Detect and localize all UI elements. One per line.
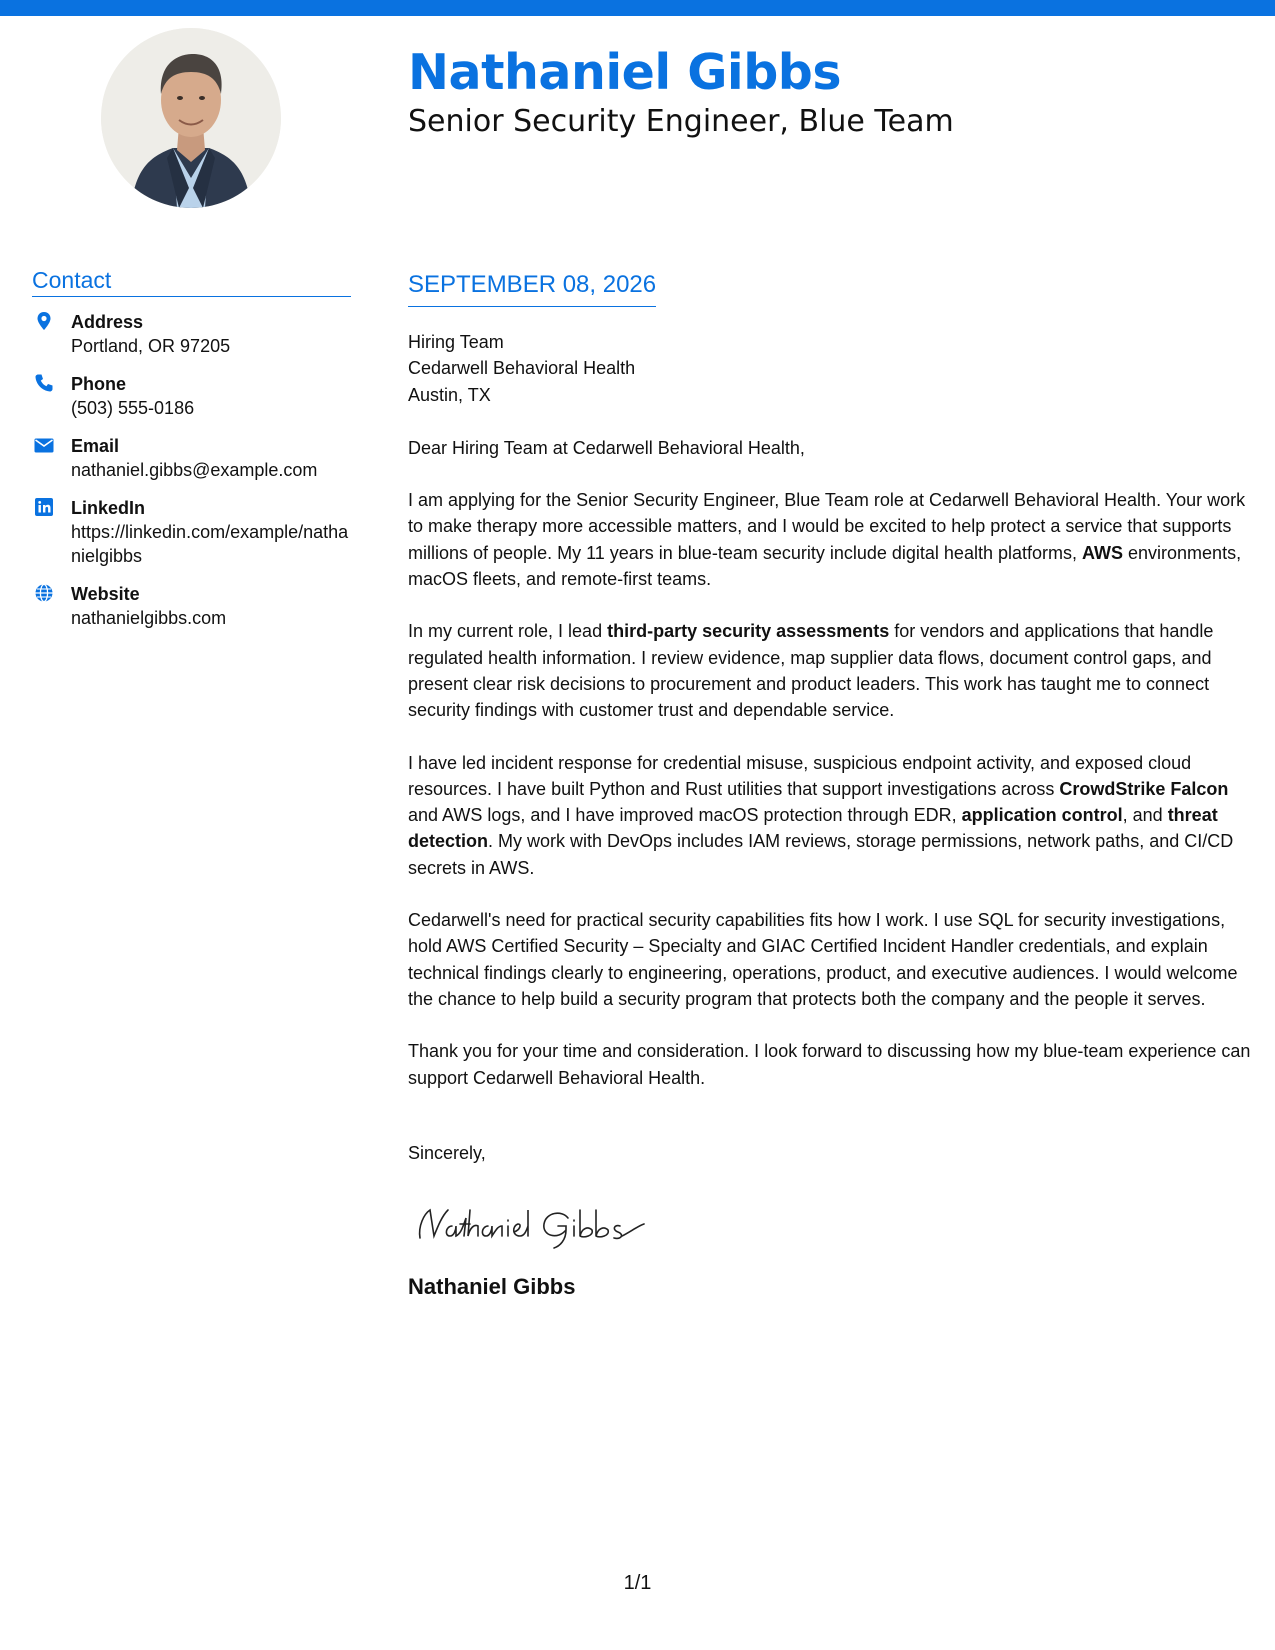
body-paragraph [408, 487, 1253, 592]
paragraph-text: for vendors and applications that handle regulated health information. I review evidence, map supplier data flows, document control gaps, and present clear risk decisions to procurement and product leaders. This work has taught me to connect security findings with customer trust and dependable service. [408, 621, 1214, 721]
letter-body [408, 329, 1253, 1300]
contact-label: Address [71, 312, 144, 332]
contact-label: Phone [71, 374, 127, 394]
paragraph-text: . My work with DevOps includes IAM reviews, storage permissions, network paths, and CI/CD secrets in AWS. [408, 831, 1234, 878]
paragraph-text: , and [1122, 805, 1168, 826]
body-paragraph [408, 750, 1253, 881]
body-paragraph [408, 907, 1253, 1012]
globe-icon [34, 583, 54, 603]
recipient-block [408, 329, 1253, 408]
paragraph-text: and AWS logs, and I have improved macOS protection through EDR, [408, 805, 962, 826]
contact-label: LinkedIn [71, 498, 146, 518]
contact-heading: Contact [32, 267, 351, 297]
emphasized-text: third-party security assessments [607, 621, 890, 642]
contact-label: Website [71, 584, 140, 604]
emphasized-text: AWS [1082, 542, 1124, 563]
handwritten-signature [408, 1196, 1253, 1254]
contact-item-website [32, 582, 357, 630]
body-paragraph [408, 1038, 1253, 1091]
contact-item-linkedin [32, 496, 357, 568]
emphasized-text: application control [961, 805, 1123, 826]
paragraph-text: I am applying for the Senior Security Engineer, Blue Team role at Cedarwell Behavioral Health. Your work to make therapy more accessible matters, and I would be excited to help protect a service that supports millions of people. My 11 years in blue-team security include digital health platforms, [408, 490, 1246, 563]
contact-item-email [32, 434, 357, 482]
contact-item-address [32, 310, 357, 358]
linkedin-icon [34, 497, 54, 517]
profile-photo [101, 28, 281, 208]
salutation: Dear Hiring Team at Cedarwell Behavioral Health, [408, 437, 805, 458]
emphasized-text: CrowdStrike Falcon [1059, 778, 1229, 799]
paragraph-text: In my current role, I lead [408, 621, 608, 642]
body-paragraph [408, 618, 1253, 723]
contact-value: https://linkedin.com/example/nathanielgibbs [71, 522, 349, 566]
recipient-line: Hiring Team [408, 332, 504, 352]
contact-value: (503) 555-0186 [71, 398, 195, 418]
paragraph-text: environments, macOS fleets, and remote-first teams. [408, 542, 1242, 590]
top-accent-bar [0, 0, 1275, 16]
paragraph-text: I have led incident response for credential misuse, suspicious endpoint activity, and exposed cloud resources. I have built Python and Rust utilities that support investigations across [408, 752, 1192, 799]
contact-list [32, 310, 357, 644]
phone-icon [34, 373, 54, 393]
contact-item-phone [32, 372, 357, 420]
letter-date: SEPTEMBER 08, 2026 [408, 270, 656, 307]
paragraph-text: Thank you for your time and consideration. I look forward to discussing how my blue-team experience can support Cedarwell Behavioral Health. [408, 1041, 1251, 1088]
email-icon [34, 435, 54, 455]
applicant-name: Nathaniel Gibbs [408, 44, 842, 101]
contact-value: nathanielgibbs.com [71, 608, 227, 628]
recipient-line: Cedarwell Behavioral Health [408, 358, 636, 379]
contact-value: nathaniel.gibbs@example.com [71, 460, 318, 480]
applicant-job-title: Senior Security Engineer, Blue Team [408, 104, 954, 139]
recipient-line: Austin, TX [408, 384, 491, 405]
paragraph-text: Cedarwell's need for practical security capabilities fits how I work. I use SQL for security investigations, hold AWS Certified Security – Specialty and GIAC Certified Incident Handler credentials, and explain technical findings clearly to engineering, operations, product, and executive audiences. I would welcome the chance to help build a security program that protects both the company and the people it serves. [408, 910, 1238, 1009]
page-number: 1/1 [623, 1572, 652, 1594]
signer-name: Nathaniel Gibbs [408, 1274, 576, 1300]
location-pin-icon [34, 311, 54, 331]
emphasized-text: threat detection [408, 805, 1218, 852]
contact-label: Email [71, 436, 120, 456]
closing: Sincerely, [408, 1142, 486, 1163]
contact-value: Portland, OR 97205 [71, 336, 231, 356]
